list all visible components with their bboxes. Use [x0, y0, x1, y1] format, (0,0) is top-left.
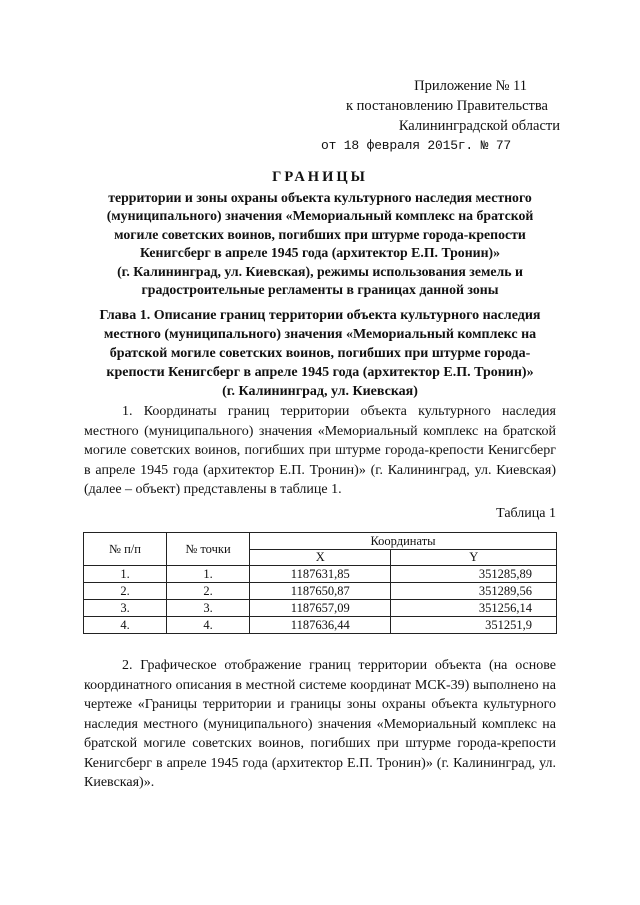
appendix-number: Приложение № 11	[414, 78, 527, 94]
cell-y: 351251,9	[391, 617, 557, 634]
chapter-line: Глава 1. Описание границ территории объекта культурного наследия	[99, 308, 541, 323]
header-coordinates: Координаты	[250, 533, 557, 550]
cell-y: 351285,89	[391, 566, 557, 583]
title-line: Кенигсберг в апреле 1945 года (архитектор Е.П. Тронин)»	[139, 245, 501, 260]
cell-num: 3.	[84, 600, 167, 617]
header-point: № точки	[167, 533, 250, 566]
chapter-line: крепости Кенигсберг в апреле 1945 года (архитектор Е.П. Тронин)»	[106, 365, 534, 380]
appendix-header	[300, 76, 560, 156]
title-line: могиле советских воинов, погибших при штурме города-крепости	[114, 226, 526, 242]
header-num: № п/п	[84, 533, 167, 566]
table-row	[84, 600, 557, 617]
table-caption: Таблица 1	[496, 506, 556, 521]
title-line: (г. Калининград, ул. Киевская), режимы использования земель и	[117, 263, 523, 279]
cell-num: 1.	[84, 566, 167, 583]
header-y: Y	[391, 550, 557, 566]
table-row	[84, 617, 557, 634]
chapter-line: братской могиле советских воинов, погибших при штурме города-	[109, 346, 531, 361]
paragraph-2-text: 2. Графическое отображение границ территории объекта (на основе координатного описания в местной системе координат МСК-39) выполнено на чертеже «Границы территории и границы зоны охраны объекта культурного наследия местного (муниципального) значения «Мемориальный комплекс на братской могиле советских воинов, погибших при штурме города-крепости Кенигсберг в апреле 1945 года (архитектор Е.П. Тронин)» (г. Калининград, ул. Киевская)».	[84, 658, 556, 790]
paragraph-1-text: 1. Координаты границ территории объекта культурного наследия местного (муниципального) значения «Мемориальный комплекс на братской могиле советских воинов, погибших при штурме города-крепости Кенигсберг в апреле 1945 года (архитектор Е.П. Тронин)» (г. Калининград, ул. Киевская) (далее – объект) представлены в таблице 1.	[84, 404, 556, 497]
cell-point: 4.	[167, 617, 250, 634]
paragraph-2	[84, 656, 556, 793]
cell-num: 2.	[84, 583, 167, 600]
chapter-heading	[84, 306, 556, 401]
appendix-resolution-ref: к постановлению Правительства	[346, 98, 548, 114]
coordinates-table	[83, 532, 557, 634]
cell-point: 1.	[167, 566, 250, 583]
paragraph-1	[84, 402, 556, 500]
table-row	[84, 566, 557, 583]
appendix-region: Калининградской области	[398, 118, 560, 134]
header-x: X	[250, 550, 391, 566]
chapter-line: местного (муниципального) значения «Мемориальный комплекс на	[103, 327, 537, 342]
title-line: (муниципального) значения «Мемориальный комплекс на братской	[106, 208, 534, 223]
cell-y: 351256,14	[391, 600, 557, 617]
title-line: градостроительные регламенты в границах данной зоны	[141, 282, 499, 297]
appendix-date: от 18 февраля 2015г. № 77	[321, 138, 512, 153]
table-row	[84, 583, 557, 600]
title-main: ГРАНИЦЫ	[272, 169, 368, 185]
cell-num: 4.	[84, 617, 167, 634]
title-line: территории и зоны охраны объекта культурного наследия местного	[108, 189, 532, 205]
cell-x: 1187636,44	[250, 617, 391, 634]
cell-point: 3.	[167, 600, 250, 617]
cell-point: 2.	[167, 583, 250, 600]
cell-x: 1187631,85	[250, 566, 391, 583]
document-title	[84, 168, 556, 300]
cell-y: 351289,56	[391, 583, 557, 600]
cell-x: 1187650,87	[250, 583, 391, 600]
chapter-line: (г. Калининград, ул. Киевская)	[222, 384, 418, 399]
cell-x: 1187657,09	[250, 600, 391, 617]
